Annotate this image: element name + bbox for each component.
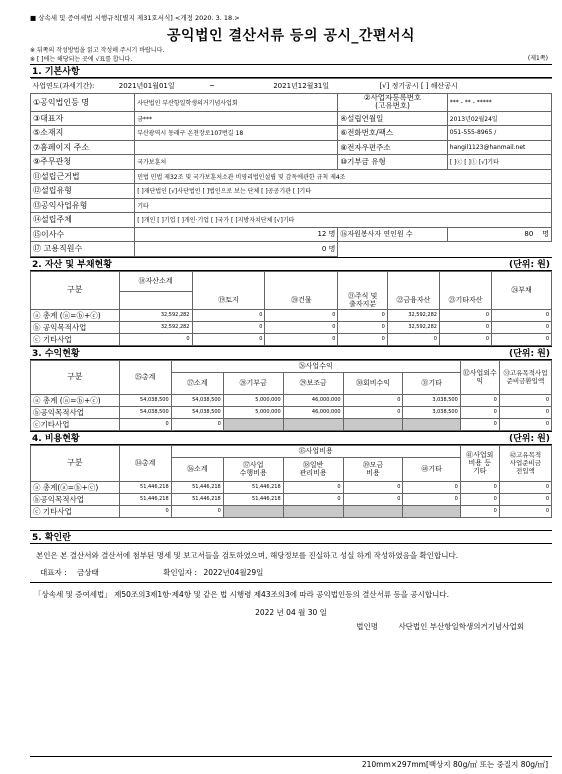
label-homepage: ⑦홈페이지 주소: [31, 140, 135, 155]
assets-col-financial: ㉒금융자산: [387, 291, 439, 309]
page-number: (제1쪽): [527, 55, 548, 62]
value-employees: 0 명: [135, 242, 338, 257]
section-basic-title: 1. 기본사항: [30, 64, 552, 78]
assets-col-stock: ㉑주식 및 출자지분: [338, 291, 387, 309]
revenue-unit: (단위: 원): [508, 348, 550, 359]
value-corp-name: 사단법인 부산항일학생의거기념사업회: [135, 93, 338, 111]
value-established-date: 2013년02월24일: [447, 111, 551, 126]
disclosure-type: [√] 정기공시 [ ] 해산공시: [379, 81, 458, 90]
assets-col-category: 구분: [31, 271, 120, 309]
corp-name: 사단법인 부산항일학생의거기념사업회: [398, 621, 524, 631]
period-start: 2021년01월01일: [118, 81, 175, 90]
label-founder: ⑭설립주체: [31, 213, 135, 228]
value-representative: 금***: [135, 111, 338, 126]
label-business-number: ②사업자등록번호 (고유번호): [338, 93, 447, 111]
label-directors: ⑮이사수: [31, 227, 135, 242]
value-donation-type: [ ]ⓒ [ ]ⓛ [√]기타: [447, 155, 551, 170]
value-directors: 12 명: [135, 227, 338, 242]
row-address: [31, 126, 552, 141]
expense-col-admin: ㊳일반 관리비용: [283, 457, 343, 481]
note-checkbox: ※ [ ]에는 해당되는 곳에 √표를 합니다.: [30, 56, 133, 63]
footer-statement: 「상속세 및 증여세법」 제50조의3제1항·제4항 및 같은 법 시행령 제43조의3에 따라 공익법인등의 결산서류 등을 공시합니다.: [34, 589, 449, 599]
row-founder: [31, 213, 552, 228]
revenue-col-nonbiz: ㉜사업외수익: [460, 360, 499, 394]
footer-corp: [30, 621, 552, 632]
table-row: ⓐ 총계 (ⓐ=ⓑ+ⓒ) 54,038,500 54,038,500 5,000,000 46,000,000 0 3,038,500 0 0: [31, 394, 552, 406]
revenue-col-group: ㉖사업수익: [171, 360, 460, 372]
value-homepage: [135, 140, 338, 155]
value-founder: [ ]개인 [ ]기업 [ ]개인·기업 [ ]국가 [ ]지방자치단체 [√]기타: [135, 213, 552, 228]
expense-col-fundraising: ㊴모금 비용: [343, 457, 403, 481]
confirm-date-label: 확인일자 :: [163, 567, 198, 577]
section-expense-title: 4. 비용현황 (단위: 원): [30, 431, 552, 445]
value-phone-fax: 051-555-8965 /: [447, 126, 551, 141]
confirm-signature-line: [36, 565, 546, 580]
confirm-date: 2022년04월29일: [203, 567, 264, 577]
revenue-table: [30, 360, 552, 431]
expense-col-nonbiz: ㊶사업외 비용 등 기타: [460, 445, 499, 481]
expense-table: [30, 445, 552, 518]
expense-col-group: ㉟사업비용: [171, 445, 460, 457]
row-establishment-type: [31, 184, 552, 199]
section-revenue-title: 3. 수익현황 (단위: 원): [30, 346, 552, 360]
value-email: hangil1123@hanmail.net: [447, 140, 551, 155]
assets-col-total: ⑱자산소계: [119, 271, 192, 291]
row-directors: [31, 227, 552, 242]
row-employees: [31, 242, 552, 257]
law-reference: ■ 상속세 및 증여세법 시행규칙[별지 제31호서식] <개정 2020. 3. 18.>: [30, 14, 240, 22]
label-volunteers: ⑯자원봉사자 연인원 수: [338, 227, 447, 242]
period-row: [31, 79, 552, 94]
revenue-col-fee: ㉚회비수익: [343, 372, 403, 394]
form-title: 공익법인 결산서류 등의 공시_간편서식: [166, 28, 415, 44]
revenue-col-reserve: ㉝고유목적사업준비금환입액: [499, 360, 551, 394]
revenue-col-category: 구분: [31, 360, 120, 394]
rep-name: 금상태: [77, 567, 99, 577]
value-business-number: *** - ** - *****: [447, 93, 551, 111]
row-homepage: [31, 140, 552, 155]
table-row: ⓑ 공익목적사업 32,592,282 0 0 0 32,592,282 0 0: [31, 321, 552, 333]
period-separator: ~: [208, 81, 215, 90]
table-row: ⓐ 총계 (ⓐ=ⓑ+ⓒ) 32,592,282 0 0 0 32,592,282 0 0: [31, 309, 552, 321]
label-representative: ③대표자: [31, 111, 135, 126]
value-volunteers: 80 명: [447, 227, 551, 242]
table-row: ⓒ 기타사업 0 0 0 0: [31, 505, 552, 517]
rep-label: 대표자 :: [40, 567, 67, 577]
label-established-date: ④설립연월일: [338, 111, 447, 126]
table-row: ⓒ 기타사업 0 0 0 0 0 0 0: [31, 333, 552, 345]
assets-col-building: ⑳건물: [265, 291, 338, 309]
label-phone-fax: ⑥전화번호/팩스: [338, 126, 447, 141]
form-notes: [30, 46, 552, 64]
value-authority: 국가보훈처: [135, 155, 338, 170]
expense-col-total: ㉞총계: [119, 445, 171, 481]
row-representative: [31, 111, 552, 126]
section-confirm-title: 5. 확인란: [30, 530, 552, 544]
period-end: 2021년12월31일: [273, 81, 330, 90]
label-legal-basis: ⑪설립근거법: [31, 169, 135, 184]
assets-table: [30, 271, 552, 346]
assets-col-land: ⑲토지: [192, 291, 265, 309]
value-legal-basis: 민법 민법 제32조 및 국가보훈처소관 비영리법인설립 및 감독에관한 규칙 제4조: [135, 169, 552, 184]
revenue-col-other: ㉛기타: [403, 372, 460, 394]
revenue-col-donation: ㉘기부금: [223, 372, 283, 394]
table-row: ⓐ 총계(ⓐ=ⓑ+ⓒ) 51,446,218 51,446,218 51,446,218 0 0 0 0 0: [31, 481, 552, 493]
period-label: 사업연도(과세기간):: [32, 81, 95, 90]
confirm-statement: 본인은 본 결산서와 결산서에 첨부된 명세 및 보고서들을 검토하였으며, 해당정보를 진실하고 성실 하게 작성하였음을 확인합니다.: [36, 550, 459, 560]
expense-col-subtotal: ㊱소계: [171, 457, 223, 481]
table-row: ⓒ기타사업 0 0 0 0: [31, 418, 552, 430]
note-instructions: ※ 뒤쪽의 작성방법을 읽고 작성해 주시기 바랍니다.: [30, 47, 165, 54]
table-row: ⓑ공익목적사업 54,038,500 54,038,500 5,000,000 46,000,000 0 3,038,500 0 0: [31, 406, 552, 418]
table-row: ⓑ공익목적사업 51,446,218 51,446,218 51,446,218 0 0 0 0 0: [31, 493, 552, 505]
label-employees: ⑰ 고용직원수: [31, 242, 135, 257]
revenue-col-subsidy: ㉙보조금: [283, 372, 343, 394]
value-business-type: 기타: [135, 198, 552, 213]
row-authority: [31, 155, 552, 170]
basic-info-table: [30, 78, 552, 257]
expense-col-category: 구분: [31, 445, 120, 481]
label-authority: ⑨주무관청: [31, 155, 135, 170]
label-address: ⑤소재지: [31, 126, 135, 141]
label-corp-name: ①공익법인등 명: [31, 93, 135, 111]
label-email: ⑧전자우편주소: [338, 140, 447, 155]
section-assets-title: 2. 자산 및 부채현황 (단위: 원): [30, 257, 552, 271]
corp-label: 법인명: [356, 621, 379, 631]
expense-unit: (단위: 원): [508, 433, 550, 444]
paper-spec: 210mm×297mm[백상지 80g/㎡ 또는 중질지 80g/㎡]: [30, 756, 552, 770]
label-donation-type: ⑩기부금 유형: [338, 155, 447, 170]
confirm-box: [30, 544, 552, 583]
value-establishment-type: [ ]재단법인 [√]사단법인 [ ]법인으로 보는 단체 [ ]공공기관 [ ]기타: [135, 184, 552, 199]
row-legal-basis: [31, 169, 552, 184]
revenue-col-total: ㉕총계: [119, 360, 171, 394]
assets-col-debt: ㉔부채: [492, 271, 552, 309]
disclosure-form: [30, 12, 552, 632]
label-establishment-type: ⑫설립유형: [31, 184, 135, 199]
revenue-col-subtotal: ㉗소계: [171, 372, 223, 394]
row-business-type: [31, 198, 552, 213]
expense-col-program: ㊲사업 수행비용: [223, 457, 283, 481]
row-name: [31, 93, 552, 111]
label-business-type: ⑬공익사업유형: [31, 198, 135, 213]
footer-date: 2022 년 04 월 30 일: [255, 607, 327, 617]
assets-unit: (단위: 원): [508, 259, 550, 270]
expense-col-reserve: ㊷고유목적 사업준비금 전입액: [499, 445, 551, 481]
assets-col-other: ㉓기타자산: [439, 291, 491, 309]
expense-col-other: ㊵기타: [403, 457, 460, 481]
value-address: 부산광역시 동래구 온천장로107번길 18: [135, 126, 338, 141]
